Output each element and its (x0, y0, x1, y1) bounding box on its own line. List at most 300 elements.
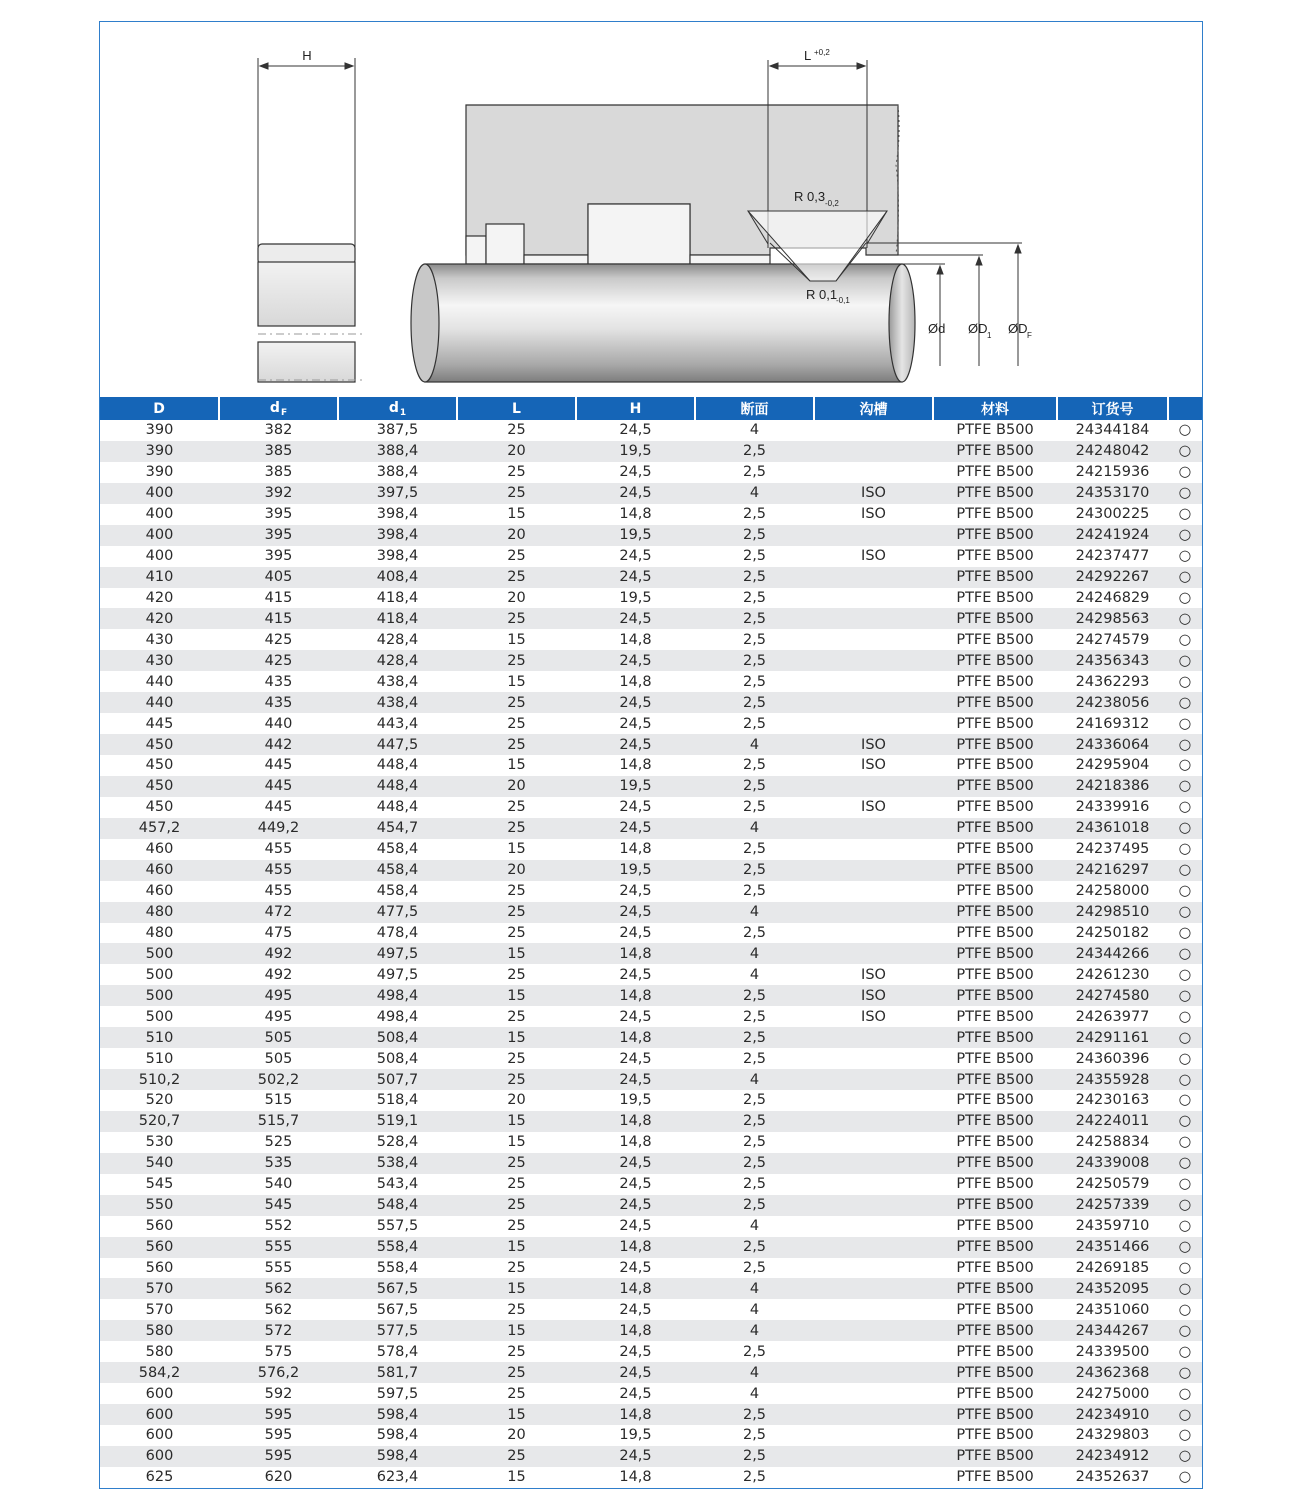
cell-d-1: 397,5 (338, 483, 457, 504)
cell-d-1: 557,5 (376, 1218, 419, 1235)
cell-d-f: 455 (219, 860, 338, 881)
cell-h-value: 14,8 (576, 1237, 695, 1258)
cell-d-f: 475 (264, 924, 293, 941)
cell-d-f: 505 (219, 1027, 338, 1048)
cell-order-number: 24238056 (1057, 692, 1168, 713)
cell-order-number: 24263977 (1075, 1008, 1150, 1025)
cell-material: PTFE B500 (933, 1195, 1057, 1216)
cell-d-1: 598,4 (376, 1427, 419, 1444)
cell-h-value: 24,5 (619, 799, 652, 816)
column-header (933, 397, 1057, 420)
cell-section: 2,5 (742, 1259, 767, 1276)
cell-material: PTFE B500 (956, 506, 1034, 523)
cell-h-value: 24,5 (619, 548, 652, 565)
cell-availability-icon: ○ (1168, 1069, 1202, 1090)
r-top-label: R 0,3 (794, 189, 826, 204)
cell-l-value: 15 (457, 1111, 576, 1132)
cell-material: PTFE B500 (956, 464, 1034, 481)
table-row (100, 483, 1202, 504)
table-row (100, 818, 1202, 839)
cell-l-value: 15 (457, 985, 576, 1006)
cell-order-number: 24361018 (1057, 818, 1168, 839)
cell-material: PTFE B500 (933, 650, 1057, 671)
cell-d-1: 567,5 (376, 1301, 419, 1318)
cell-groove (814, 1383, 933, 1404)
cell-d-f: 435 (264, 673, 293, 690)
table-row (100, 1362, 1202, 1383)
cell-d-1: 477,5 (338, 902, 457, 923)
cell-availability-icon: ○ (1178, 1301, 1192, 1318)
cell-d-outer: 440 (145, 673, 174, 690)
cell-d-outer: 520 (145, 1092, 174, 1109)
cell-d-1: 581,7 (338, 1362, 457, 1383)
cell-material: PTFE B500 (933, 1069, 1057, 1090)
cell-order-number: 24275000 (1075, 1385, 1150, 1402)
cell-groove (814, 1027, 933, 1048)
cell-d-outer: 457,2 (100, 818, 219, 839)
cell-h-value: 24,5 (619, 924, 652, 941)
cell-section: 4 (695, 1320, 814, 1341)
cell-d-outer: 545 (145, 1176, 174, 1193)
cell-h-value: 24,5 (576, 734, 695, 755)
cell-section: 2,5 (742, 715, 767, 732)
cell-d-f: 620 (264, 1469, 293, 1486)
cell-h-value: 19,5 (619, 589, 652, 606)
cell-d-1: 518,4 (376, 1092, 419, 1109)
column-header (457, 397, 576, 420)
cell-h-value: 24,5 (619, 966, 652, 983)
table-row (100, 1467, 1202, 1488)
cell-d-f: 440 (264, 715, 293, 732)
cell-availability-icon: ○ (1168, 985, 1202, 1006)
cell-section: 2,5 (695, 441, 814, 462)
cell-availability-icon: ○ (1168, 1195, 1202, 1216)
cell-h-value: 19,5 (619, 1427, 652, 1444)
cell-d-f: 495 (219, 985, 338, 1006)
cell-availability-icon: ○ (1178, 966, 1192, 983)
cell-d-outer: 510 (145, 1050, 174, 1067)
cell-d-outer: 450 (145, 799, 174, 816)
cell-groove (814, 713, 933, 734)
cell-groove: ISO (861, 799, 886, 816)
cell-order-number: 24169312 (1075, 715, 1150, 732)
cell-h-value: 14,8 (619, 1469, 652, 1486)
cell-d-1: 458,4 (376, 883, 419, 900)
cell-l-value: 25 (457, 608, 576, 629)
cell-d-f: 575 (264, 1343, 293, 1360)
cell-h-value: 24,5 (619, 1050, 652, 1067)
d1-label: ØD (968, 321, 988, 336)
cell-d-outer: 400 (145, 548, 174, 565)
cell-h-value: 14,8 (576, 985, 695, 1006)
cell-section: 4 (749, 1301, 760, 1318)
cell-d-outer: 390 (145, 422, 174, 439)
cell-material: PTFE B500 (956, 1092, 1034, 1109)
cell-d-f: 495 (264, 1008, 293, 1025)
cell-groove (814, 839, 933, 860)
cell-section: 2,5 (742, 1427, 767, 1444)
cell-d-f: 592 (264, 1385, 293, 1402)
cell-section: 2,5 (742, 589, 767, 606)
cell-groove: ISO (861, 506, 886, 523)
cell-h-value: 19,5 (576, 441, 695, 462)
cell-order-number: 24241924 (1057, 525, 1168, 546)
cell-l-value: 25 (457, 483, 576, 504)
column-header-label: 订货号 (1091, 401, 1134, 418)
cell-d-1: 443,4 (376, 715, 419, 732)
cell-h-value: 24,5 (576, 650, 695, 671)
cell-d-1: 508,4 (338, 1027, 457, 1048)
cell-availability-icon: ○ (1178, 1176, 1192, 1193)
cell-availability-icon: ○ (1178, 506, 1192, 523)
cell-order-number: 24250182 (1075, 924, 1150, 941)
cell-h-value: 19,5 (576, 776, 695, 797)
cell-section: 2,5 (695, 1027, 814, 1048)
cell-order-number: 24237495 (1075, 841, 1150, 858)
cell-section: 4 (695, 483, 814, 504)
cell-availability-icon: ○ (1168, 776, 1202, 797)
cell-material: PTFE B500 (956, 1050, 1034, 1067)
cell-d-f: 435 (219, 692, 338, 713)
cell-material: PTFE B500 (933, 1237, 1057, 1258)
cell-h-value: 24,5 (619, 1301, 652, 1318)
cell-d-1: 558,4 (376, 1259, 419, 1276)
cell-d-1: 598,4 (338, 1446, 457, 1467)
cell-material: PTFE B500 (933, 1404, 1057, 1425)
table-row (100, 1258, 1202, 1279)
table-body (100, 420, 1202, 1488)
cell-l-value: 25 (507, 799, 526, 816)
cell-order-number: 24274579 (1075, 631, 1150, 648)
cell-groove (814, 1048, 933, 1069)
cell-d-f: 515,7 (219, 1111, 338, 1132)
cell-d-outer: 480 (100, 902, 219, 923)
spec-table (100, 397, 1202, 1488)
cell-d-1: 408,4 (338, 567, 457, 588)
table-row (100, 420, 1202, 441)
df-label: ØD (1008, 321, 1028, 336)
h-dimension (258, 58, 355, 248)
cell-section: 2,5 (695, 1153, 814, 1174)
cell-h-value: 24,5 (576, 818, 695, 839)
table-row (100, 1341, 1202, 1362)
cell-order-number: 24352095 (1057, 1278, 1168, 1299)
cell-d-outer: 460 (145, 841, 174, 858)
cell-d-f: 385 (264, 464, 293, 481)
cell-material: PTFE B500 (933, 567, 1057, 588)
cell-d-1: 438,4 (338, 692, 457, 713)
table-row (100, 629, 1202, 650)
cell-h-value: 14,8 (619, 841, 652, 858)
cell-section: 2,5 (742, 464, 767, 481)
cell-d-1: 418,4 (376, 589, 419, 606)
cell-l-value: 25 (507, 1050, 526, 1067)
cell-availability-icon: ○ (1178, 799, 1192, 816)
cell-d-outer: 420 (145, 589, 174, 606)
cell-availability-icon: ○ (1178, 464, 1192, 481)
cell-d-f: 395 (219, 525, 338, 546)
cell-availability-icon: ○ (1168, 525, 1202, 546)
cell-d-outer: 420 (100, 608, 219, 629)
cell-material: PTFE B500 (956, 422, 1034, 439)
cell-material: PTFE B500 (956, 799, 1034, 816)
table-row (100, 1048, 1202, 1069)
cell-order-number: 24339916 (1075, 799, 1150, 816)
shaft (411, 264, 915, 382)
cell-availability-icon: ○ (1168, 1237, 1202, 1258)
cell-material: PTFE B500 (956, 715, 1034, 732)
cell-availability-icon: ○ (1168, 441, 1202, 462)
table-row (100, 1069, 1202, 1090)
cell-section: 2,5 (742, 757, 767, 774)
cell-material: PTFE B500 (956, 1301, 1034, 1318)
cell-groove (814, 1299, 933, 1320)
cell-d-outer: 400 (100, 483, 219, 504)
cell-h-value: 24,5 (619, 1176, 652, 1193)
d1-subscript: 1 (987, 331, 992, 340)
cell-d-outer: 400 (145, 506, 174, 523)
cell-d-1: 398,4 (376, 548, 419, 565)
cell-groove (814, 692, 933, 713)
cell-material: PTFE B500 (956, 1008, 1034, 1025)
cell-material: PTFE B500 (933, 441, 1057, 462)
cell-order-number: 24215936 (1075, 464, 1150, 481)
cell-d-outer: 570 (100, 1278, 219, 1299)
cell-section: 2,5 (742, 631, 767, 648)
cell-groove: ISO (861, 757, 886, 774)
cell-availability-icon: ○ (1168, 1153, 1202, 1174)
cell-l-value: 25 (507, 1259, 526, 1276)
cell-groove (814, 1132, 933, 1153)
cell-section: 2,5 (742, 841, 767, 858)
cell-l-value: 15 (457, 1320, 576, 1341)
cell-order-number: 24292267 (1057, 567, 1168, 588)
table-row (100, 1216, 1202, 1237)
cell-groove: ISO (814, 483, 933, 504)
cell-groove (814, 608, 933, 629)
cell-order-number: 24230163 (1075, 1092, 1150, 1109)
cell-h-value: 19,5 (576, 860, 695, 881)
cell-d-f: 515 (264, 1092, 293, 1109)
cell-availability-icon: ○ (1178, 1427, 1192, 1444)
cell-material: PTFE B500 (933, 1320, 1057, 1341)
cell-h-value: 24,5 (576, 1195, 695, 1216)
table-row (100, 964, 1202, 985)
cell-material: PTFE B500 (933, 1362, 1057, 1383)
table-row (100, 567, 1202, 588)
column-header-label: d (388, 399, 399, 416)
cell-availability-icon: ○ (1178, 883, 1192, 900)
table-row (100, 1237, 1202, 1258)
cell-section: 4 (695, 902, 814, 923)
cell-d-outer: 500 (145, 966, 174, 983)
cell-material: PTFE B500 (956, 883, 1034, 900)
cell-d-outer: 510,2 (100, 1069, 219, 1090)
table-row (100, 650, 1202, 671)
column-header (576, 397, 695, 420)
cell-l-value: 15 (507, 506, 526, 523)
cell-h-value: 24,5 (576, 902, 695, 923)
cell-d-1: 458,4 (376, 841, 419, 858)
cell-order-number: 24218386 (1057, 776, 1168, 797)
cell-l-value: 20 (507, 1092, 526, 1109)
cell-h-value: 14,8 (576, 1320, 695, 1341)
cell-d-1: 438,4 (376, 673, 419, 690)
cell-material: PTFE B500 (933, 985, 1057, 1006)
cell-h-value: 24,5 (576, 608, 695, 629)
cell-groove (814, 776, 933, 797)
cell-d-outer: 430 (100, 650, 219, 671)
table-row (100, 943, 1202, 964)
cell-groove (814, 1320, 933, 1341)
cell-l-value: 15 (457, 1404, 576, 1425)
cell-d-outer: 580 (145, 1343, 174, 1360)
cell-availability-icon: ○ (1178, 924, 1192, 941)
cell-availability-icon: ○ (1168, 1278, 1202, 1299)
cell-d-f: 449,2 (219, 818, 338, 839)
r-bottom-tolerance: -0,1 (836, 296, 850, 305)
cell-groove (814, 1425, 933, 1446)
cell-availability-icon: ○ (1168, 650, 1202, 671)
cell-material: PTFE B500 (956, 1218, 1034, 1235)
cell-d-outer: 390 (145, 464, 174, 481)
cell-h-value: 14,8 (619, 673, 652, 690)
cell-material: PTFE B500 (956, 1259, 1034, 1276)
cell-l-value: 25 (457, 1069, 576, 1090)
cell-section: 4 (695, 1362, 814, 1383)
cell-order-number: 24339008 (1057, 1153, 1168, 1174)
cell-material: PTFE B500 (933, 943, 1057, 964)
cell-availability-icon: ○ (1168, 1320, 1202, 1341)
cell-availability-icon: ○ (1168, 902, 1202, 923)
cell-d-outer: 450 (145, 757, 174, 774)
cell-l-value: 15 (507, 841, 526, 858)
cell-section: 2,5 (742, 1176, 767, 1193)
table-row (100, 1174, 1202, 1195)
cell-d-1: 398,4 (376, 506, 419, 523)
table-row (100, 608, 1202, 629)
cell-material: PTFE B500 (933, 1027, 1057, 1048)
column-header (100, 397, 219, 420)
cell-groove: ISO (861, 1008, 886, 1025)
cell-h-value: 24,5 (576, 692, 695, 713)
cell-groove (814, 441, 933, 462)
cell-d-1: 598,4 (338, 1404, 457, 1425)
cell-availability-icon: ○ (1168, 1404, 1202, 1425)
column-header (1057, 397, 1168, 420)
cell-material: PTFE B500 (933, 860, 1057, 881)
cell-d-f: 455 (264, 841, 293, 858)
cell-availability-icon: ○ (1168, 1362, 1202, 1383)
cell-order-number: 24291161 (1057, 1027, 1168, 1048)
cell-groove (814, 1467, 933, 1488)
cell-l-value: 20 (507, 589, 526, 606)
cell-d-f: 562 (219, 1278, 338, 1299)
cell-d-1: 508,4 (376, 1050, 419, 1067)
cell-section: 2,5 (695, 692, 814, 713)
table-row (100, 1006, 1202, 1027)
cell-d-outer: 560 (145, 1259, 174, 1276)
table-header-row (100, 397, 1202, 420)
cell-h-value: 19,5 (576, 525, 695, 546)
cell-h-value: 24,5 (576, 1069, 695, 1090)
column-header (814, 397, 933, 420)
cell-d-f: 595 (219, 1404, 338, 1425)
cell-material: PTFE B500 (956, 631, 1034, 648)
cell-d-f: 535 (219, 1153, 338, 1174)
cell-h-value: 24,5 (619, 1343, 652, 1360)
cell-material: PTFE B500 (956, 1385, 1034, 1402)
cell-groove (814, 1341, 933, 1362)
cell-h-value: 24,5 (619, 883, 652, 900)
cell-order-number: 24344267 (1057, 1320, 1168, 1341)
table-row (100, 1153, 1202, 1174)
cell-material: PTFE B500 (956, 589, 1034, 606)
cell-groove (814, 629, 933, 650)
table-row (100, 1446, 1202, 1467)
cell-material: PTFE B500 (933, 1446, 1057, 1467)
table-row (100, 1404, 1202, 1425)
cell-l-value: 20 (457, 776, 576, 797)
cell-groove: ISO (814, 734, 933, 755)
cell-section: 2,5 (742, 1134, 767, 1151)
cell-h-value: 24,5 (619, 1218, 652, 1235)
r-top-tolerance: -0,2 (825, 199, 839, 208)
cell-order-number: 24257339 (1057, 1195, 1168, 1216)
cell-h-value: 24,5 (576, 1153, 695, 1174)
cell-d-f: 415 (219, 608, 338, 629)
cell-material: PTFE B500 (956, 1343, 1034, 1360)
cell-order-number: 24258000 (1075, 883, 1150, 900)
cell-d-outer: 600 (100, 1404, 219, 1425)
cell-order-number: 24353170 (1057, 483, 1168, 504)
cell-d-f: 595 (264, 1427, 293, 1444)
cell-d-f: 442 (219, 734, 338, 755)
cell-availability-icon: ○ (1178, 1343, 1192, 1360)
cell-l-value: 25 (457, 1153, 576, 1174)
cell-d-f: 492 (264, 966, 293, 983)
cell-material: PTFE B500 (956, 924, 1034, 941)
table-row (100, 1111, 1202, 1132)
cell-d-1: 448,4 (376, 799, 419, 816)
cell-order-number: 24329803 (1075, 1427, 1150, 1444)
cell-l-value: 15 (507, 757, 526, 774)
cell-order-number: 24355928 (1057, 1069, 1168, 1090)
cell-d-outer: 500 (100, 943, 219, 964)
column-header (338, 397, 457, 420)
cell-l-value: 15 (507, 631, 526, 648)
table-row (100, 671, 1202, 692)
cell-section: 4 (695, 734, 814, 755)
column-header (1168, 397, 1202, 420)
table-row (100, 525, 1202, 546)
cell-material: PTFE B500 (933, 1278, 1057, 1299)
table-row (100, 755, 1202, 776)
cell-groove (814, 1111, 933, 1132)
table-row (100, 1090, 1202, 1111)
cell-groove (814, 1195, 933, 1216)
cell-order-number: 24298563 (1057, 608, 1168, 629)
cell-d-outer: 530 (145, 1134, 174, 1151)
cell-section: 4 (695, 1278, 814, 1299)
table-row (100, 1383, 1202, 1404)
cell-d-f: 455 (264, 883, 293, 900)
cell-d-f: 382 (264, 422, 293, 439)
cell-d-outer: 550 (100, 1195, 219, 1216)
cell-h-value: 24,5 (619, 1385, 652, 1402)
table-row (100, 441, 1202, 462)
cell-availability-icon: ○ (1178, 589, 1192, 606)
